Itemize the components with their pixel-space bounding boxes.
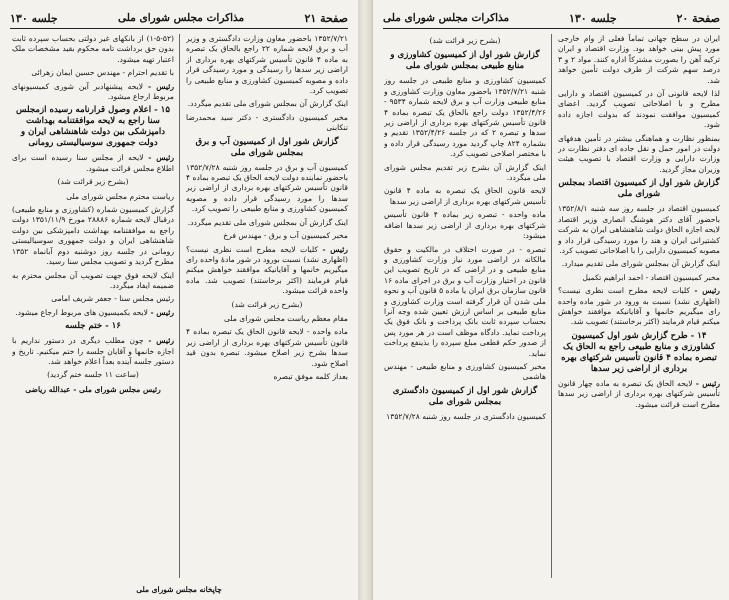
paragraph: کمیسیون آب و برق در جلسه روز شنبه ۱۳۵۲/۷/۲۸ باحضور نماینده دولت لایحه الحاق یک تبصره بماده ۴ قانون تأسیس شرکتهای بهره برداری از اراضی زیر سدها را مورد رسیدگی قرار داده و مصوبه کمیسیون کشاورزی و منابع طبیعی را تصویب کرد. [186, 162, 348, 214]
session-label: جلسه ۱۳۰ [568, 11, 617, 25]
paragraph: کمیسیون اقتصاد در جلسه روز سه شنبه ۱۳۵۲/۸/۱ باحضور آقای دکتر هوشنگ انصاری وزیر اقتصاد لایحه اجازه الحاق دولت شاهنشاهی ایران به شرکت کشتیرانی ایران و هند را مورد رسیدگی قرار داد و مصوبه کمیسیون دارایی را با اصلاحاتی تصویب کرد. [558, 204, 720, 255]
speaker-label: رئیس - [695, 378, 720, 388]
speaker-label: رئیس - [694, 286, 720, 296]
speaker-text: لایحه بکمیسیون های مربوط ارجاع میشود. [15, 307, 149, 317]
paragraph: ایران در سطح جهانی تماماً فعلی از وام خارجی مورد پیش بینی خواهد بود. وزارت اقتصاد و ایران ترکیه آهن را بصورت مشترکاً اداره کنند. مواد ۲ و ۳ درصد سهم شرکت از طرف دولت تأمین خواهد شد. [558, 34, 720, 85]
speaker-text: کلیات لایحه مطرح است نظری نیست؟ (اظهاری نشد) نسبت بورود در شور مادهٔ واحده رای میگیریم خانمها و آقایانیکه موافقند خواهش میکنم قیام فرمایند (اکثر برخاستند) تصویب شد. ماده واحده قرائت میشود. [186, 244, 348, 296]
paragraph: رئیس مجلس سنا - جعفر شریف امامی [51, 294, 174, 304]
column-divider [179, 34, 180, 578]
speaker-text: کلیات لایحه مطرح است نظری نیست؟ (اظهاری نشد) نسبت به ورود در شور ماده واحده رای میگیریم خانمها و آقایانیکه موافقند خواهش میکنم قیام فرمایند (اکثر برخاستند) تصویب شد. [558, 286, 720, 327]
speaker-paragraph [12, 336, 174, 367]
paragraph: اینک گزارش آن بشرح زیر تقدیم مجلس شورای ملی میگردد. [384, 162, 546, 183]
paragraph: اینک گزارش آن بمجلس شورای ملی تقدیم میدارد. [561, 259, 720, 269]
speaker-paragraph [12, 308, 174, 318]
paragraph: (۱-۵-۵۲) از بانکهای غیر دولتی بحساب سپرده ثابت بدون حق برداشت تامه محکوم بقید مشخصات ملک اعتبار تهیه میشود. [12, 34, 174, 64]
paragraph: کمیسیون کشاورزی و منابع طبیعی در جلسه روز شنبه ۱۳۵۲/۷/۲۱ باحضور معاون وزارت کشاورزی و منابع طبیعی وزارت آب و برق لایحه شماره ۹۵۳۴ - ۱۳۵۲/۴/۲۶ دولت راجع بالحاق یک تبصره بماده ۴ قانون تأسیس شرکتهای بهره برداری از اراضی زیر سدها و تبصره ۲ که در جلسه ۱۳۵۲/۴/۲۶ تقدیم و بشماره ۸۲۴ چاپ گردید مورد رسیدگی قرار داده و با مختصر اصلاحی تصویب کرد. [384, 76, 546, 159]
section-heading: ۱۶ - ختم جلسه [65, 321, 121, 332]
page-21 [0, 0, 359, 600]
section-heading: ۱۵ - اعلام وصول قرارنامه رسیده ازمجلس سنا راجع به لایحه موافقتنامه بهداشت دامپزشکی بین دولت شاهنشاهی ایران و دولت جمهوری سوسیالیستی رومانی [16, 105, 170, 149]
page-number: صفحة ٢١ [304, 11, 348, 25]
speaker-paragraph [12, 153, 174, 174]
speaker-label: رئیس - [148, 336, 174, 346]
page-20 [372, 0, 729, 600]
paragraph: مقام معظم ریاست مجلس شورای ملی [223, 313, 348, 323]
paragraph: مخبر کمیسیون دادگستری - دکتر سید محمدرضا تنکابنی [186, 112, 348, 133]
section-heading: ۱۴ - طرح گزارش شور اول کمیسیون کشاورزی و منابع طبیعی راجع به الحاق یک تبصره بماده ۴ قانون تأسیس شرکتهای بهره برداری از اراضی زیر سدها [561, 330, 717, 374]
paragraph: مخبر کمیسیون آب و برق - مهندس فرخ [223, 231, 348, 241]
section-heading: گزارش شور اول از کمیسیون آب و برق بمجلس شورای ملی [195, 136, 339, 158]
paragraph: اینک لایحه فوق جهت تصویب آن مجلس محترم به ضمیمه ایفاد میگردد. [12, 270, 174, 290]
speaker-label: رئیس - [322, 244, 348, 254]
speaker-label: رئیس - [150, 307, 174, 317]
paragraph: مخبر کمیسیون کشاورزی و منابع طبیعی - مهندس هاشمی [384, 361, 546, 382]
paragraph: ماده واحده - لایحه قانون الحاق یک تبصره بماده ۴ قانون تأسیس شرکتهای بهره برداری از اراضی زیر سدها بشرح زیر اصلاح میشود. تبصره بدون قید اصلاح شود. [186, 327, 348, 368]
paragraph: لذا لایحه قانونی آن در کمیسیون اقتصاد و دارایی مطرح و با اصلاحاتی تصویب گردید. اعضای کمیسیون موافقت نمودند که بدولت اجازه داده شود. [558, 89, 720, 130]
speaker-label: رئیس - [148, 153, 174, 163]
paragraph: بعداز کلمه موفق تبصره [273, 371, 348, 381]
paragraph: ماده واحده - تبصره زیر بماده ۴ قانون تأسیس شرکتهای بهره برداری از اراضی زیر سدها اضافه میشود: [384, 210, 546, 241]
column-divider [551, 34, 552, 578]
page-number: صفحة ٢٠ [676, 11, 720, 25]
speaker-text: لایحه الحاق یک تبصره به ماده چهار قانون تأسیس شرکتهای بهره برداری از اراضی زیر سدها مطرح است قرائت میشود. [558, 378, 720, 409]
parenthetical-note: (بشرح زیر قرائت شد) [429, 36, 501, 45]
paragraph: کمیسیون دادگستری در جلسه روز شنبه ۱۳۵۲/۷/۲۸ [386, 411, 546, 421]
paragraph: اینک گزارش آن بمجلس شورای ملی تقدیم میگردد. [187, 217, 348, 227]
paragraph: با تقدیم احترام - مهندس حسین ایمان زهرائی [31, 68, 174, 78]
section-heading: گزارش شور اول از کمیسیون اقتصاد بمجلس شورای ملی [558, 178, 720, 200]
journal-title: مذاکرات مجلس شورای ملی [118, 12, 245, 24]
speaker-text: لایحه پیشنهادبر آین شوری کمیسیونهای مربوط ارجاع میشود. [12, 81, 174, 102]
paragraph: گزارش کمیسیون شماره (کشاورزی و منابع طبیعی) درقبال لایحه شماره ۲۸۸۸۶ مورخ ۱۳۵۱/۱۱/۹ دولت راجع به موافقتنامه بهداشت دامپزشکی بین دولت شاهنشاهی ایران و دولت جمهوری سوسیالیستی رومانی در جلسه روز دوشنبه دوم آبانماه ۱۳۵۲ مطرح گردید و تصویب مجلس سنا رسید. [12, 205, 174, 267]
book-gutter [358, 0, 372, 600]
paragraph: تبصره - در صورت اختلاف در مالکیت و حقوق مالکانه در اراضی مورد نیاز وزارت کشاورزی و منابع طبیعی و در اراضی که در تاریخ تصویب این قانون در اختیار وزارت آب و برق در اجرای ماده ۱۶ قانون سازمان برق ایران یا ماده ۵ قانون آب و نحوه ملی شدن آن قرار گرفته است وزارت کشاورزی و منابع طبیعی بر اساس ارزش تعیین شده وجه آنرا بحساب سپرده ثابت بانک پرداخت و بانک فوق یک پرداخت نماید. دادگاه موظف است در هر مورد پس از صدور حکم قطعی مبلغ سپرده را بذینفع پرداخت نماید. [384, 244, 546, 358]
page-header [383, 8, 720, 29]
column-left [384, 34, 546, 578]
section-heading: گزارش شور اول از کمیسیون کشاورزی و منابع طبیعی بمجلس شورای ملی [390, 50, 540, 72]
paragraph: اینک گزارش آن بمجلس شورای ملی تقدیم میگردد. [187, 99, 348, 109]
section-heading: گزارش شور اول از کمیسیون دادگستری بمجلس شورای ملی [392, 385, 538, 407]
printer-footer: چاپخانه مجلس شورای ملی [136, 585, 222, 594]
speaker-paragraph [558, 286, 720, 328]
page-header [10, 8, 348, 29]
parenthetical-note: (بشرح زیر قرائت شد) [57, 177, 129, 187]
paragraph: ۱۳۵۲/۷/۲۱ باحضور معاون وزارت دادگستری و وزیر آب و برق لایحه شماره ۲۲ راجع بالحاق یک تبصره به ماده ۴ قانون تأسیس شرکتهای بهره برداری از اراضی زیر سدها را رسیدگی و مورد رسیدگی قرار داده و مصوبه کمیسیون کشاورزی و منابع طبیعی را تصویب کرد. [186, 34, 348, 96]
signature-line: رئیس مجلس شورای ملی - عبدالله ریاضی [25, 384, 161, 394]
speaker-label: رئیس - [147, 81, 174, 91]
parenthetical-note: (ساعت ۱۱ جلسه ختم گردید) [47, 370, 139, 380]
column-right [186, 34, 348, 578]
paragraph: مخبر کمیسیون اقتصاد - احمد ابراهیم تکمیل [582, 272, 720, 282]
session-label: جلسه ۱۳۰ [10, 11, 58, 25]
speaker-paragraph [558, 379, 720, 410]
speaker-paragraph [186, 245, 348, 297]
speaker-text: چون مطلب دیگری در دستور نداریم با اجازه خانمها و آقایان جلسه را ختم میکنیم. تاریخ و دستور جلسه آینده بعداً اعلام خواهد شد. [12, 336, 174, 366]
paragraph: ریاست محترم مجلس شورای ملی [66, 191, 174, 201]
speaker-paragraph [12, 82, 174, 103]
journal-title: مذاکرات مجلس شورای ملی [383, 12, 510, 24]
paragraph: بمنظور نظارت و هماهنگی بیشتر در تأمین هدفهای دولت در امور حمل و نقل جاده ای دفتر نظارت در وزارت دارایی و وزارت اقتصاد با تصویب هیئت وزیران مجاز گردید. [558, 133, 720, 174]
paragraph: لایحه قانون الحاق یک تبصره به ماده ۴ قانون تأسیس شرکتهای بهره برداری از اراضی زیر سدها [384, 186, 546, 206]
column-left [12, 34, 174, 578]
parenthetical-note: (بشرح زیر قرائت شد) [231, 299, 303, 309]
column-right [558, 34, 720, 578]
speaker-text: لایحه از مجلس سنا رسیده است برای اطلاع مجلس قرائت میشود. [12, 153, 174, 173]
